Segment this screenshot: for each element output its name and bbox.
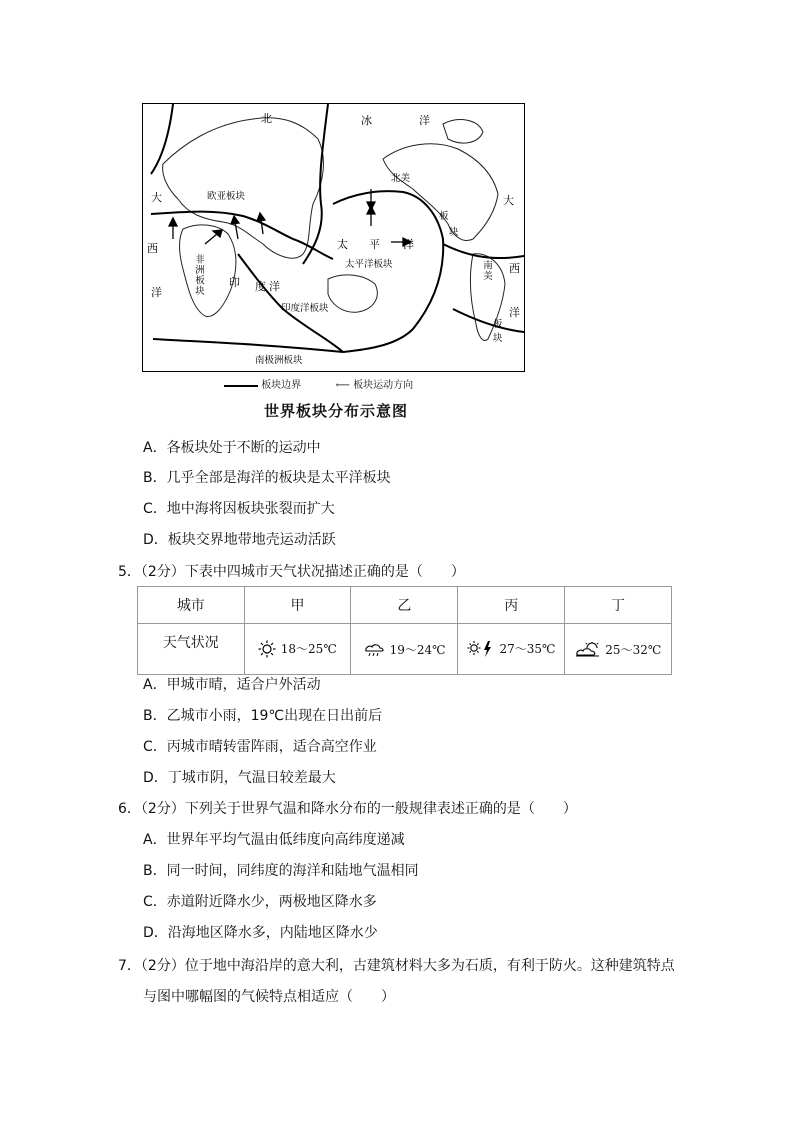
- q5-option-b: B．乙城市小雨，19℃出现在日出前后: [143, 708, 383, 724]
- label-pacific-plate: 太平洋板块: [345, 259, 393, 270]
- label-ice: 冰: [361, 114, 372, 127]
- table-cell: [458, 624, 565, 675]
- label-ocean-left: 洋: [151, 286, 162, 299]
- boundary-line-icon: [224, 385, 258, 387]
- plate-boundary: [303, 104, 328, 264]
- temp-bing: 27～35℃: [499, 642, 556, 656]
- label-west-right: 西: [509, 262, 520, 275]
- table-header-cell: 丙: [458, 587, 565, 624]
- label-south-america: 南美: [481, 260, 492, 281]
- partly-cloudy-icon: [575, 642, 601, 658]
- q5-stem: 5．（2分）下表中四城市天气状况描述正确的是（ ）: [118, 564, 465, 580]
- legend-boundary: 板块边界: [261, 380, 302, 391]
- map-drawing: [143, 104, 524, 371]
- temp-yi: 19～24℃: [389, 642, 446, 657]
- label-sa-ban: 板: [493, 319, 503, 330]
- map-legend: [224, 376, 413, 391]
- plate-boundary: [151, 212, 333, 259]
- label-indian-plate: 印度洋板块: [281, 303, 329, 314]
- label-big-right: 大: [503, 194, 514, 207]
- q6-option-a: A．世界年平均气温由低纬度向高纬度递减: [143, 832, 405, 848]
- table-row: [138, 624, 672, 675]
- weather-table: [137, 586, 672, 675]
- q4-option-a: A．各板块处于不断的运动中: [143, 440, 321, 456]
- q7-stem-line2: 与图中哪幅图的气候特点相适应（ ）: [143, 989, 395, 1005]
- label-na-kuai: 块: [449, 227, 459, 238]
- arrow-left-icon: ⟵: [335, 380, 350, 391]
- q4-option-d: D．板块交界地带地壳运动活跃: [143, 532, 336, 548]
- plate-boundary: [443, 244, 524, 258]
- label-yin: 印: [229, 276, 240, 289]
- label-pacific-yang: 洋: [403, 238, 414, 251]
- table-header-cell: 丁: [565, 587, 672, 624]
- label-sa-kuai: 块: [493, 333, 503, 344]
- label-ocean-right: 洋: [509, 306, 520, 319]
- legend-direction: 板块运动方向: [353, 380, 414, 391]
- plate-boundary: [151, 104, 173, 174]
- q6-option-c: C．赤道附近降水少，两极地区降水多: [143, 894, 377, 910]
- plate-map: [142, 103, 525, 372]
- light-rain-icon: [363, 642, 385, 658]
- table-header-cell: 乙: [351, 587, 458, 624]
- table-header-cell: 城市: [138, 587, 245, 624]
- label-north-america: 北美: [391, 173, 411, 184]
- label-africa-plate: 非洲板块: [193, 254, 204, 296]
- label-north: 北: [261, 112, 272, 125]
- table-cell: [565, 624, 672, 675]
- table-cell: [351, 624, 458, 675]
- label-ocean-north: 洋: [419, 114, 430, 127]
- sun-icon: [258, 640, 276, 658]
- sun-thunder-icon: [467, 640, 495, 658]
- q5-option-a: A．甲城市晴，适合户外活动: [143, 677, 321, 693]
- table-cell: [244, 624, 351, 675]
- map-caption: 世界板块分布示意图: [263, 402, 408, 420]
- table-row-label: [138, 624, 245, 675]
- label-du: 度: [255, 280, 266, 293]
- australia-outline: [328, 275, 377, 312]
- greenland-outline: [443, 120, 483, 143]
- label-pacific-ping: 平: [369, 238, 380, 251]
- q4-option-b: B．几乎全部是海洋的板块是太平洋板块: [143, 470, 391, 486]
- q4-option-c: C．地中海将因板块张裂而扩大: [143, 501, 335, 517]
- africa-outline: [180, 225, 236, 317]
- q5-option-d: D．丁城市阴，气温日较差最大: [143, 770, 336, 786]
- temp-ding: 25～32℃: [605, 642, 662, 657]
- label-na-ban: 板: [439, 211, 449, 222]
- label-pacific-tai: 太: [337, 238, 348, 251]
- q7-stem-line1: 7．（2分）位于地中海沿岸的意大利，古建筑材料大多为石质，有利于防火。这种建筑特点: [118, 958, 675, 974]
- plate-boundary: [333, 191, 443, 352]
- row-label-text: 天气状况: [162, 635, 219, 651]
- label-antarctic-plate: 南极洲板块: [255, 355, 303, 366]
- q6-option-d: D．沿海地区降水多，内陆地区降水少: [143, 925, 378, 941]
- plate-boundary: [153, 339, 343, 352]
- label-west-left: 西: [147, 242, 158, 255]
- q5-option-c: C．丙城市晴转雷阵雨，适合高空作业: [143, 739, 377, 755]
- table-header-cell: 甲: [244, 587, 351, 624]
- label-eurasia-plate: 欧亚板块: [207, 191, 246, 202]
- label-yang-indian: 洋: [269, 280, 280, 293]
- q6-option-b: B．同一时间，同纬度的海洋和陆地气温相同: [143, 863, 419, 879]
- table-row: [138, 587, 672, 624]
- q6-stem: 6．（2分）下列关于世界气温和降水分布的一般规律表述正确的是（ ）: [118, 801, 577, 817]
- label-big-left: 大: [151, 191, 162, 204]
- temp-jia: 18～25℃: [280, 642, 337, 656]
